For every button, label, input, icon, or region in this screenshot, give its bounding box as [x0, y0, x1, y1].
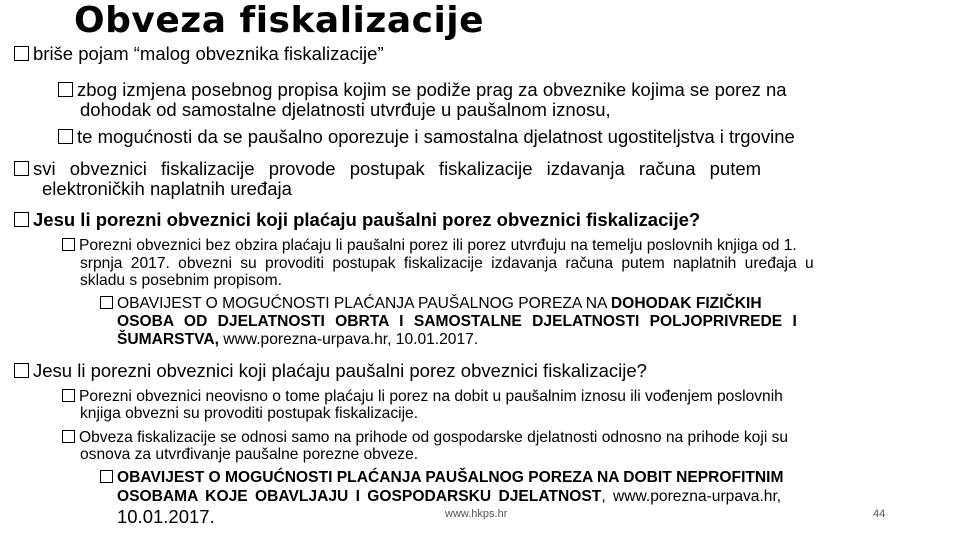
reference-line: OBAVIJEST O MOGUĆNOSTI PLAĆANJA PAUŠALNOG POREZA NA DOHODAK FIZIČKIH	[100, 296, 762, 312]
bullet-line: svi obveznici fiskalizacije provode postupak fiskalizacije izdavanja računa putem	[14, 160, 944, 179]
bullet-line: te mogućnosti da se paušalno oporezuje i samostalna djelatnost ugostiteljstva i trgovine	[58, 128, 795, 147]
text-line: dohodak od samostalne djelatnosti utvrđuje u paušalnom iznosu,	[80, 99, 611, 120]
bullet-line: Obveza fiskalizacije se odnosi samo na prihode od gospodarske djelatnosti odnosno na prihode koji su	[62, 430, 788, 446]
reference-line: OBAVIJEST O MOGUĆNOSTI PLAĆANJA PAUŠALNOG POREZA NA DOBIT NEPROFITNIM	[100, 470, 784, 486]
question-heading: Jesu li porezni obveznici koji plaćaju paušalni porez obveznici fiskalizacije?	[14, 362, 647, 381]
checkbox-bullet-icon	[58, 129, 73, 144]
page-title: Obveza fiskalizacije	[74, 0, 485, 41]
reference-line: 10.01.2017.	[117, 506, 215, 527]
checkbox-bullet-icon	[58, 82, 73, 97]
text-line: elektroničkih naplatnih uređaja	[42, 178, 292, 199]
reference-line: OSOBA OD DJELATNOSTI OBRTA I SAMOSTALNE DJELATNOSTI POLJOPRIVREDE I	[117, 313, 797, 330]
checkbox-bullet-icon	[62, 238, 75, 251]
checkbox-bullet-icon	[14, 363, 29, 378]
checkbox-bullet-icon	[14, 46, 29, 61]
text-line: osnova za utvrđivanje paušalne porezne obveze.	[80, 446, 419, 463]
checkbox-bullet-icon	[62, 389, 75, 402]
bullet-line: Porezni obveznici neovisno o tome plaćaju li porez na dobit u paušalnim iznosu ili vođenjem poslovnih	[62, 389, 783, 405]
bullet-line: briše pojam “malog obveznika fiskalizacije”	[14, 45, 384, 64]
checkbox-bullet-icon	[100, 296, 113, 309]
text-line: skladu s posebnim propisom.	[80, 272, 282, 289]
text-line: srpnja 2017. obvezni su provoditi postupak fiskalizacije izdavanja računa putem naplatnih uređaja u	[80, 255, 814, 272]
checkbox-bullet-icon	[62, 430, 75, 443]
bullet-line: Porezni obveznici bez obzira plaćaju li paušalni porez ili porez utvrđuju na temelju poslovnih knjiga od 1.	[62, 238, 797, 254]
footer-website: www.hkps.hr	[445, 508, 508, 520]
question-heading: Jesu li porezni obveznici koji plaćaju paušalni porez obveznici fiskalizacije?	[14, 211, 700, 230]
reference-line: ŠUMARSTVA, www.porezna-urpava.hr, 10.01.2017.	[117, 331, 479, 348]
bullet-line: zbog izmjena posebnog propisa kojim se podiže prag za obveznike kojima se porez na	[58, 81, 787, 100]
checkbox-bullet-icon	[14, 212, 29, 227]
checkbox-bullet-icon	[14, 161, 29, 176]
text-line: knjiga obvezni su provoditi postupak fiskalizacije.	[80, 405, 419, 422]
checkbox-bullet-icon	[100, 470, 113, 483]
page-number: 44	[873, 508, 886, 520]
reference-line: OSOBAMA KOJE OBAVLJAJU I GOSPODARSKU DJELATNOST, www.porezna-urpava.hr,	[117, 488, 782, 505]
